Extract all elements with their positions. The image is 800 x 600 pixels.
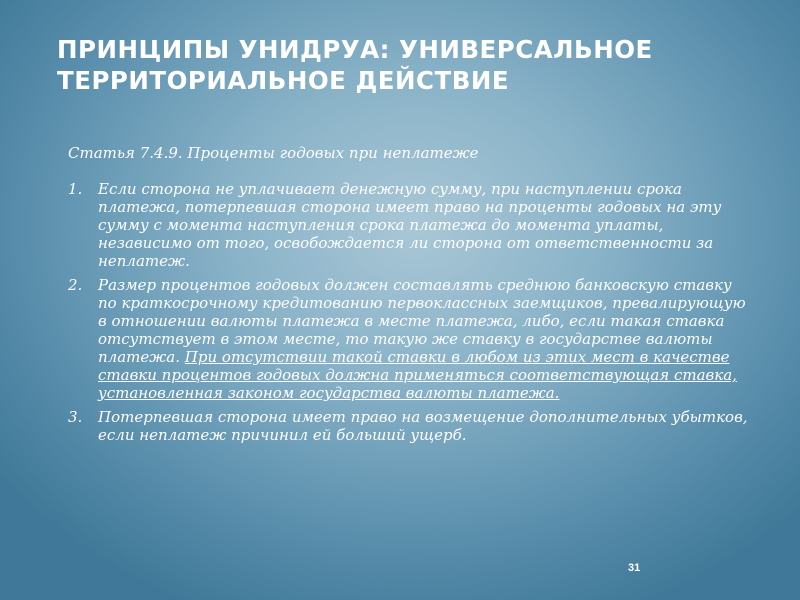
slide-content xyxy=(68,144,748,450)
item-number: 2. xyxy=(68,276,83,294)
item-text: Если сторона не уплачивает денежную сумму, при наступлении срока платежа, потерпевшая сторона имеет право на проценты годовых на эту сумму с момента наступления срока платежа до момента уплаты, независимо от того, освобождается ли сторона от ответственности за неплатеж. xyxy=(98,180,722,270)
title-line-1: ПРИНЦИПЫ УНИДРУА: УНИВЕРСАЛЬНОЕ xyxy=(57,35,653,64)
article-heading: Статья 7.4.9. Проценты годовых при неплатеже xyxy=(68,144,479,162)
list-item xyxy=(68,180,748,270)
item-number: 3. xyxy=(68,408,83,426)
list-item xyxy=(68,276,748,402)
page-number: 31 xyxy=(628,562,641,574)
list-item xyxy=(68,408,748,444)
item-text: Размер процентов годовых должен составлять среднюю банковскую ставку по краткосрочному кредитованию первоклассных заемщиков, превалирующую в отношении валюты платежа в месте платежа, либо, если такая ставка отсутствует в этом месте, то такую же ставку в государстве валюты платежа. xyxy=(98,276,746,366)
item-text: Потерпевшая сторона имеет право на возмещение дополнительных убытков, если неплатеж причинил ей больший ущерб. xyxy=(98,408,748,444)
title-line-2: ТЕРРИТОРИАЛЬНОЕ ДЕЙСТВИЕ xyxy=(57,66,510,95)
item-number: 1. xyxy=(68,180,83,198)
slide-title xyxy=(57,34,757,96)
article-items-list xyxy=(68,180,748,444)
item-text-underlined: При отсутствии такой ставки в любом из этих мест в качестве ставки процентов годовых должна применяться соответствующая ставка, установленная законом государства валюты платежа. xyxy=(98,348,737,402)
